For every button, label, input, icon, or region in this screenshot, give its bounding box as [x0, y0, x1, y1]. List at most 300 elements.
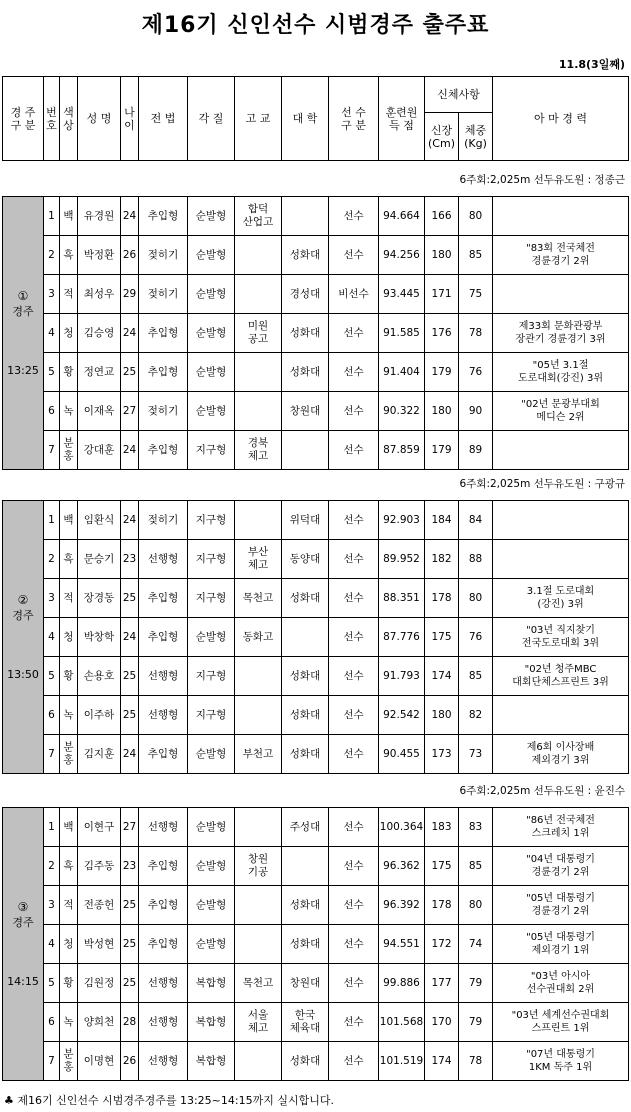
table-row: [3, 696, 629, 735]
cell-amateur: "86년 전국체전 스크레치 1위: [493, 808, 629, 847]
cell-player-div: 선수: [329, 1003, 379, 1042]
cell-leg: 순발형: [188, 275, 235, 314]
cell-highschool: 목천고: [235, 964, 282, 1003]
cell-num: 6: [44, 696, 60, 735]
cell-color: 청: [60, 925, 78, 964]
cell-weight: 76: [459, 353, 493, 392]
cell-height: 184: [425, 501, 459, 540]
header-leg: 각 질: [188, 77, 235, 161]
cell-age: 29: [121, 275, 139, 314]
cell-tactic: 선행형: [139, 964, 188, 1003]
cell-height: 178: [425, 579, 459, 618]
table-row: [3, 275, 629, 314]
cell-leg: 복합형: [188, 1003, 235, 1042]
cell-color: 백: [60, 808, 78, 847]
header-train-score: 훈련원 득 점: [379, 77, 425, 161]
cell-tactic: 선행형: [139, 808, 188, 847]
cell-leg: 순발형: [188, 886, 235, 925]
cell-highschool: [235, 236, 282, 275]
race-label: [3, 501, 44, 774]
cell-college: 성화대: [282, 696, 329, 735]
cell-train-score: 92.903: [379, 501, 425, 540]
header-height: 신장 (Cm): [425, 113, 459, 161]
table-row: [3, 1003, 629, 1042]
cell-tactic: 추입형: [139, 314, 188, 353]
cell-player-div: 선수: [329, 353, 379, 392]
cell-weight: 78: [459, 314, 493, 353]
cell-player-div: 선수: [329, 657, 379, 696]
cell-player-div: 선수: [329, 696, 379, 735]
cell-amateur: [493, 197, 629, 236]
cell-color: 황: [60, 964, 78, 1003]
race-label-text: 경주: [12, 608, 34, 622]
cell-leg: 복합형: [188, 1042, 235, 1081]
cell-tactic: 추입형: [139, 431, 188, 470]
cell-leg: 순발형: [188, 808, 235, 847]
cell-name: 정연교: [78, 353, 121, 392]
cell-color: 분 홍: [60, 735, 78, 774]
cell-name: 유경원: [78, 197, 121, 236]
cell-leg: 지구형: [188, 540, 235, 579]
cell-college: 성화대: [282, 735, 329, 774]
table-row: [3, 392, 629, 431]
cell-amateur: 제6회 이사장배 제외경기 3위: [493, 735, 629, 774]
cell-age: 24: [121, 501, 139, 540]
table-row: [3, 925, 629, 964]
cell-height: 177: [425, 964, 459, 1003]
cell-college: 주성대: [282, 808, 329, 847]
cell-highschool: [235, 696, 282, 735]
cell-color: 적: [60, 275, 78, 314]
cell-college: 성화대: [282, 657, 329, 696]
cell-height: 179: [425, 431, 459, 470]
cell-amateur: "04년 대통령기 경륜경기 2위: [493, 847, 629, 886]
cell-train-score: 93.445: [379, 275, 425, 314]
cell-num: 3: [44, 886, 60, 925]
cell-weight: 90: [459, 392, 493, 431]
cell-leg: 순발형: [188, 353, 235, 392]
cell-train-score: 101.568: [379, 1003, 425, 1042]
cell-age: 25: [121, 657, 139, 696]
header-age: 나 이: [121, 77, 139, 161]
header-weight: 체중 (Kg): [459, 113, 493, 161]
cell-amateur: 3.1절 도로대회 (강진) 3위: [493, 579, 629, 618]
cell-college: 창원대: [282, 964, 329, 1003]
cell-player-div: 선수: [329, 847, 379, 886]
cell-age: 24: [121, 618, 139, 657]
cell-name: 이명현: [78, 1042, 121, 1081]
table-row: [3, 236, 629, 275]
cell-color: 녹: [60, 1003, 78, 1042]
cell-leg: 지구형: [188, 501, 235, 540]
cell-num: 7: [44, 735, 60, 774]
header-amateur: 아 마 경 력: [493, 77, 629, 161]
cell-amateur: [493, 696, 629, 735]
cell-college: 성화대: [282, 236, 329, 275]
cell-num: 5: [44, 353, 60, 392]
cell-age: 27: [121, 392, 139, 431]
cell-weight: 74: [459, 925, 493, 964]
cell-player-div: 선수: [329, 886, 379, 925]
cell-train-score: 96.392: [379, 886, 425, 925]
cell-highschool: [235, 392, 282, 431]
cell-num: 5: [44, 657, 60, 696]
cell-weight: 76: [459, 618, 493, 657]
table-row: [3, 353, 629, 392]
cell-college: 성화대: [282, 579, 329, 618]
table-row: [3, 579, 629, 618]
cell-weight: 73: [459, 735, 493, 774]
table-row: [3, 618, 629, 657]
cell-college: 경성대: [282, 275, 329, 314]
cell-tactic: 선행형: [139, 696, 188, 735]
cell-leg: 지구형: [188, 431, 235, 470]
cell-tactic: 젖히기: [139, 236, 188, 275]
cell-height: 170: [425, 1003, 459, 1042]
cell-highschool: [235, 925, 282, 964]
cell-color: 황: [60, 353, 78, 392]
cell-age: 25: [121, 696, 139, 735]
cell-highschool: 목천고: [235, 579, 282, 618]
page-title: 제16기 신인선수 시범경주 출주표: [141, 13, 490, 38]
race-table: [2, 807, 629, 1081]
cell-color: 적: [60, 579, 78, 618]
cell-leg: 지구형: [188, 696, 235, 735]
cell-college: 성화대: [282, 314, 329, 353]
cell-num: 1: [44, 808, 60, 847]
cell-weight: 85: [459, 847, 493, 886]
cell-tactic: 젖히기: [139, 275, 188, 314]
cell-amateur: 제33회 문화관광부 장관기 경륜경기 3위: [493, 314, 629, 353]
cell-weight: 75: [459, 275, 493, 314]
cell-train-score: 100.364: [379, 808, 425, 847]
race-info: 6주회:2,025m 선두유도원 : 구광규: [459, 478, 625, 490]
cell-college: 성화대: [282, 925, 329, 964]
cell-player-div: 선수: [329, 501, 379, 540]
cell-name: 최성우: [78, 275, 121, 314]
cell-tactic: 선행형: [139, 540, 188, 579]
cell-player-div: 선수: [329, 540, 379, 579]
cell-age: 24: [121, 197, 139, 236]
cell-highschool: [235, 501, 282, 540]
cell-highschool: 경북 체고: [235, 431, 282, 470]
cell-train-score: 89.952: [379, 540, 425, 579]
cell-amateur: "05년 3.1절 도로대회(강진) 3위: [493, 353, 629, 392]
cell-tactic: 추입형: [139, 579, 188, 618]
cell-highschool: [235, 886, 282, 925]
cell-num: 2: [44, 847, 60, 886]
cell-college: 성화대: [282, 1042, 329, 1081]
cell-height: 166: [425, 197, 459, 236]
header-color: 색 상: [60, 77, 78, 161]
race-time: 14:15: [7, 974, 39, 988]
cell-color: 황: [60, 657, 78, 696]
race-label-text: 경주: [12, 915, 34, 929]
cell-color: 녹: [60, 392, 78, 431]
cell-train-score: 87.776: [379, 618, 425, 657]
table-row: [3, 657, 629, 696]
cell-train-score: 88.351: [379, 579, 425, 618]
race-label: [3, 197, 44, 470]
cell-tactic: 추입형: [139, 197, 188, 236]
cell-amateur: [493, 431, 629, 470]
cell-highschool: 합덕 산업고: [235, 197, 282, 236]
cell-num: 4: [44, 314, 60, 353]
cell-amateur: [493, 540, 629, 579]
cell-weight: 89: [459, 431, 493, 470]
race-time: 13:50: [7, 667, 39, 681]
cell-college: 성화대: [282, 353, 329, 392]
header-player-div: 선 수 구 분: [329, 77, 379, 161]
race-number: ③: [17, 899, 29, 914]
cell-train-score: 96.362: [379, 847, 425, 886]
cell-college: [282, 847, 329, 886]
cell-name: 박성현: [78, 925, 121, 964]
cell-num: 4: [44, 618, 60, 657]
race-label-text: 경주: [12, 304, 34, 318]
table-row: [3, 1042, 629, 1081]
cell-highschool: 창원 기공: [235, 847, 282, 886]
cell-leg: 순발형: [188, 197, 235, 236]
cell-num: 3: [44, 579, 60, 618]
cell-college: 위덕대: [282, 501, 329, 540]
table-row: [3, 735, 629, 774]
cell-tactic: 추입형: [139, 886, 188, 925]
cell-name: 문승기: [78, 540, 121, 579]
cell-weight: 78: [459, 1042, 493, 1081]
cell-player-div: 선수: [329, 1042, 379, 1081]
header-highschool: 고 교: [235, 77, 282, 161]
cell-name: 이현구: [78, 808, 121, 847]
race-table: [2, 196, 629, 470]
cell-tactic: 추입형: [139, 847, 188, 886]
cell-num: 5: [44, 964, 60, 1003]
cell-train-score: 92.542: [379, 696, 425, 735]
cell-college: 한국 체육대: [282, 1003, 329, 1042]
cell-leg: 순발형: [188, 735, 235, 774]
date-label: 11.8(3일째): [558, 58, 625, 71]
cell-num: 7: [44, 431, 60, 470]
footer-note: ♣ 제16기 신인선수 시범경주경주를 13:25~14:15까지 실시합니다.: [4, 1094, 334, 1107]
cell-color: 백: [60, 501, 78, 540]
cell-height: 180: [425, 696, 459, 735]
cell-tactic: 선행형: [139, 1042, 188, 1081]
cell-college: [282, 431, 329, 470]
cell-tactic: 선행형: [139, 1003, 188, 1042]
cell-amateur: [493, 501, 629, 540]
cell-highschool: [235, 353, 282, 392]
cell-leg: 순발형: [188, 847, 235, 886]
cell-name: 김주동: [78, 847, 121, 886]
cell-color: 분 홍: [60, 431, 78, 470]
cell-color: 청: [60, 618, 78, 657]
cell-num: 7: [44, 1042, 60, 1081]
cell-amateur: "07년 대통령기 1KM 독주 1위: [493, 1042, 629, 1081]
header-body: 신체사항: [425, 77, 493, 113]
cell-name: 강대훈: [78, 431, 121, 470]
cell-height: 173: [425, 735, 459, 774]
cell-weight: 85: [459, 657, 493, 696]
cell-highschool: 서울 체고: [235, 1003, 282, 1042]
header-table: [2, 76, 629, 161]
cell-age: 25: [121, 886, 139, 925]
cell-amateur: "03년 아시아 선수권대회 2위: [493, 964, 629, 1003]
cell-player-div: 선수: [329, 618, 379, 657]
table-row: [3, 808, 629, 847]
cell-player-div: 선수: [329, 314, 379, 353]
cell-height: 180: [425, 392, 459, 431]
cell-train-score: 94.256: [379, 236, 425, 275]
cell-name: 전종헌: [78, 886, 121, 925]
header-tactic: 전 법: [139, 77, 188, 161]
cell-height: 174: [425, 657, 459, 696]
cell-height: 179: [425, 353, 459, 392]
cell-leg: 순발형: [188, 314, 235, 353]
cell-train-score: 101.519: [379, 1042, 425, 1081]
table-row: [3, 501, 629, 540]
cell-num: 3: [44, 275, 60, 314]
cell-color: 흑: [60, 236, 78, 275]
cell-leg: 순발형: [188, 236, 235, 275]
cell-num: 2: [44, 236, 60, 275]
cell-train-score: 94.551: [379, 925, 425, 964]
cell-player-div: 비선수: [329, 275, 379, 314]
race-table: [2, 500, 629, 774]
cell-height: 183: [425, 808, 459, 847]
cell-leg: 지구형: [188, 657, 235, 696]
table-row: [3, 197, 629, 236]
cell-player-div: 선수: [329, 431, 379, 470]
cell-color: 적: [60, 886, 78, 925]
cell-age: 27: [121, 808, 139, 847]
cell-height: 175: [425, 618, 459, 657]
cell-age: 25: [121, 925, 139, 964]
cell-tactic: 젖히기: [139, 501, 188, 540]
cell-name: 박창학: [78, 618, 121, 657]
cell-amateur: "02년 문광부대회 메디슨 2위: [493, 392, 629, 431]
cell-color: 녹: [60, 696, 78, 735]
cell-highschool: [235, 275, 282, 314]
cell-age: 26: [121, 1042, 139, 1081]
cell-name: 박정환: [78, 236, 121, 275]
cell-player-div: 선수: [329, 236, 379, 275]
cell-num: 4: [44, 925, 60, 964]
cell-name: 장경동: [78, 579, 121, 618]
cell-color: 청: [60, 314, 78, 353]
cell-train-score: 94.664: [379, 197, 425, 236]
cell-amateur: [493, 275, 629, 314]
cell-weight: 82: [459, 696, 493, 735]
table-row: [3, 964, 629, 1003]
cell-player-div: 선수: [329, 392, 379, 431]
cell-age: 26: [121, 236, 139, 275]
cell-player-div: 선수: [329, 808, 379, 847]
cell-age: 28: [121, 1003, 139, 1042]
cell-height: 182: [425, 540, 459, 579]
cell-age: 24: [121, 314, 139, 353]
cell-amateur: "03년 직지찾기 전국도로대회 3위: [493, 618, 629, 657]
cell-college: 성화대: [282, 886, 329, 925]
cell-name: 김승영: [78, 314, 121, 353]
table-row: [3, 886, 629, 925]
cell-player-div: 선수: [329, 197, 379, 236]
cell-tactic: 추입형: [139, 353, 188, 392]
race-label: [3, 808, 44, 1081]
cell-weight: 80: [459, 197, 493, 236]
cell-amateur: "05년 대통령기 경륜경기 2위: [493, 886, 629, 925]
cell-name: 양희천: [78, 1003, 121, 1042]
cell-highschool: 동화고: [235, 618, 282, 657]
cell-player-div: 선수: [329, 964, 379, 1003]
cell-name: 김지훈: [78, 735, 121, 774]
cell-weight: 84: [459, 501, 493, 540]
cell-highschool: 부천고: [235, 735, 282, 774]
cell-height: 171: [425, 275, 459, 314]
cell-height: 178: [425, 886, 459, 925]
cell-age: 23: [121, 847, 139, 886]
cell-height: 180: [425, 236, 459, 275]
cell-train-score: 90.322: [379, 392, 425, 431]
cell-name: 김원정: [78, 964, 121, 1003]
cell-age: 23: [121, 540, 139, 579]
cell-age: 25: [121, 353, 139, 392]
race-info: 6주회:2,025m 선두유도원 : 윤진수: [459, 785, 625, 797]
header-race-div: 경 주 구 분: [3, 77, 44, 161]
header-name: 성 명: [78, 77, 121, 161]
cell-amateur: "83회 전국체전 경륜경기 2위: [493, 236, 629, 275]
cell-age: 25: [121, 579, 139, 618]
cell-tactic: 추입형: [139, 925, 188, 964]
cell-tactic: 선행형: [139, 657, 188, 696]
cell-height: 176: [425, 314, 459, 353]
cell-train-score: 91.793: [379, 657, 425, 696]
cell-player-div: 선수: [329, 925, 379, 964]
cell-height: 174: [425, 1042, 459, 1081]
race-number: ①: [17, 288, 29, 303]
cell-college: [282, 618, 329, 657]
cell-highschool: 미원 공고: [235, 314, 282, 353]
cell-highschool: [235, 657, 282, 696]
race-info: 6주회:2,025m 선두유도원 : 정종근: [459, 174, 625, 186]
cell-num: 1: [44, 501, 60, 540]
cell-train-score: 91.404: [379, 353, 425, 392]
header-college: 대 학: [282, 77, 329, 161]
cell-num: 6: [44, 1003, 60, 1042]
cell-color: 백: [60, 197, 78, 236]
cell-age: 24: [121, 431, 139, 470]
cell-train-score: 99.886: [379, 964, 425, 1003]
table-row: [3, 540, 629, 579]
race-time: 13:25: [7, 363, 39, 377]
cell-name: 이재옥: [78, 392, 121, 431]
cell-weight: 83: [459, 808, 493, 847]
header-num: 번 호: [44, 77, 60, 161]
cell-highschool: 부산 체고: [235, 540, 282, 579]
cell-tactic: 추입형: [139, 618, 188, 657]
cell-weight: 85: [459, 236, 493, 275]
cell-college: [282, 197, 329, 236]
cell-weight: 79: [459, 964, 493, 1003]
cell-weight: 79: [459, 1003, 493, 1042]
cell-college: 동양대: [282, 540, 329, 579]
cell-amateur: "03년 세계선수권대회 스프린트 1위: [493, 1003, 629, 1042]
cell-amateur: "02년 청주MBC 대회단체스프린트 3위: [493, 657, 629, 696]
cell-num: 6: [44, 392, 60, 431]
cell-weight: 80: [459, 886, 493, 925]
cell-age: 25: [121, 964, 139, 1003]
cell-leg: 순발형: [188, 392, 235, 431]
cell-age: 24: [121, 735, 139, 774]
